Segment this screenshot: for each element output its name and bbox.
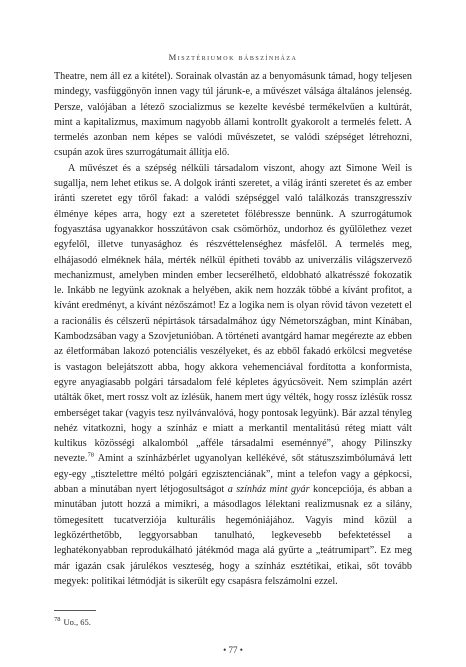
- footnote-reference: 78: [87, 452, 94, 460]
- italic-run: a színház mint gyár: [227, 484, 310, 496]
- footnote-text: Uo., 65.: [63, 617, 91, 627]
- footnote-rule: [54, 610, 96, 611]
- body-text: [54, 69, 412, 589]
- footnote-number: 78: [54, 616, 61, 624]
- footnote: [54, 617, 91, 627]
- text-run: A művészet és a szépség nélküli társadalom viszont, ahogy azt Simone Weil is sugallja, nem lehet etikus se. A dolgok iránti szeretet, a világ iránti szeretet és az ember iránti szeretet egy tőről fakad: a valódi szépséggel való találkozás transzgresszív élménye képes arra, hogy ezt a szeretetet fölébresszе bennünk. A szurrogátumok fogyasztása ugyanakkor hosszútávon csak csömörhöz, undorhoz és gyűlölethez vezet egyfelől, illetve tunyasághoz és részvéttelenséghez másfelől. A termelés meg, elhájasodó elméknek hála, mérték nélkül építheti tovább az univerzális világszervező mechanizmust, amelyben minden ember lecserélhető, eldobható alkatrésszé fokozatik le. Inkább ne legyünk azoknak a helyében, akik nem hozzák többé a kívánt profitot, a kívánt eredményt, a kívánt nézőszámot! Ez a logika nem is olyan rövid távon vezetett el a racionális és célszerű népirtások társadalmához úgy Németországban, mint Kínában, Kambodzsában vagy a Szovjetunióban. A történeti avantgárd hamar megérezte az ebben az életformában lakozó potenciális veszélyeket, és az ebből fakadó erkölcsi megvetése is vastagon belejátszott abba, hogy akkora vehemenciával fordította a konformista, egyre anyagiasabb polgári társadalom felé képletes ágyúcsöveit. Nem szimplán azért utálták őket, mert rossz volt az ízlésük, hanem mert úgy vélték, hogy rossz ízlésük rossz emberséget takar (vagyis tesz nyilvánvalóvá, hogy pontosak legyünk). Bár azzal tényleg nehéz vitatkozni, hogy a színház e miatt a merkantil mentalitású réteg miatt vált kultikus közösségi alkalomból „afféle társadalmi eseménnyé”, ahogy Pilinszky nevezte.: [54, 162, 412, 465]
- text-run: koncepciója, és abban a minutában jutott hozzá a mimikri, a másodlagos lélektani realizmusnak ez a silány, tömegesített tucatverziója kulturális hegemóniájához. Vagyis mind közül a legközérthetőbb, leggyorsabban tanulható, legkevesebb befektetéssel a leghatékonyabban reprodukálható játékmód maga alá gyűrte a „teátrumipart”. Ez meg már igazán csak járulékos veszteség, hogy a színház esztétikai, etikai, sőt tovább megyek: politikai létmódját is sikerült egy csapásra felszámolni ezzel.: [54, 484, 412, 587]
- text-run: Theatre, nem áll ez a kitétel). Sorainak olvastán az a benyomásunk támad, hogy teljesen mindegy, vasfüggönyön innen vagy túl járunk-e, a művészet válsága általános jelenség. Persze, valójában a létező szocializmus se kezelte kevésbé termékelvűen a kultúrát, mint a kapitalizmus, maximum nagyobb állami kontrollt gyakorolt a termelés felett. A termelés azonban nem képes se valódi művészetet, se valódi szépséget létrehozni, csupán azok üres szurrogátumait állítja elő.: [54, 71, 412, 159]
- running-head: Misztériumok bábszínháza: [168, 52, 298, 62]
- page-number: • 77 •: [223, 645, 243, 655]
- paragraph: [54, 161, 412, 589]
- paragraph: [54, 69, 412, 161]
- text-run: Amint a színházbérlet ugyanolyan kellékévé, sőt státuszszimbólumává lett egy-egy „tisztelettre méltó polgári egzisztenciának”, mint a telefon vagy a gépkocsi, abban a minutában nyert létjogosultságot: [54, 453, 412, 496]
